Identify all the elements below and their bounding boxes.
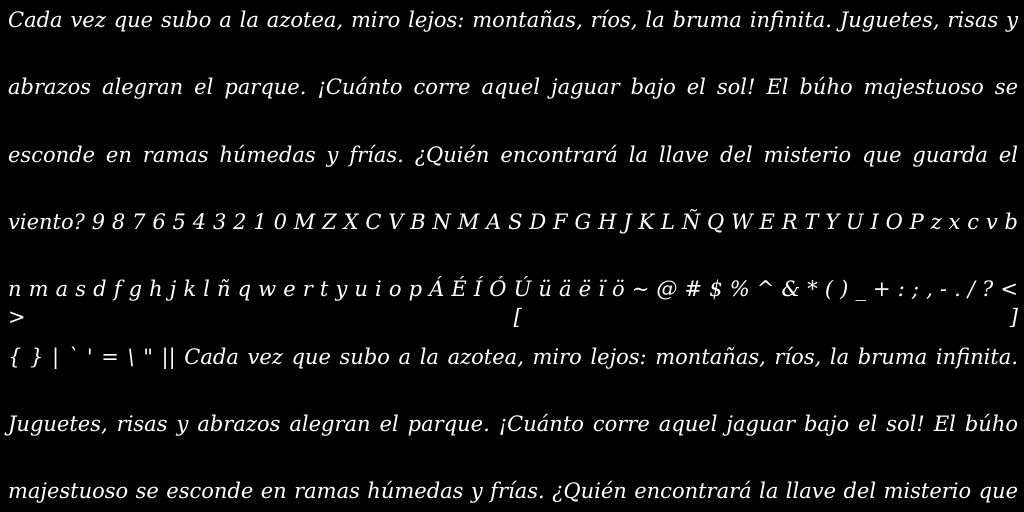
text-line-8: majestuoso se esconde en ramas húmedas y frías. ¿Quién encontrará la llave del misterio que <box>8 479 1018 503</box>
text-line-7: Juguetes, risas y abrazos alegran el parque. ¡Cuánto corre aquel jaguar bajo el sol! El búho <box>8 412 1018 436</box>
text-line-5: n m a s d f g h j k l ñ q w e r t y u i o p Á É Í Ó Ú ü ä ë ï ö ~ @ # $ % ^ & * ( ) _ + : ; , - . / ? < > [ ] <box>8 277 1018 329</box>
text-line-3: esconde en ramas húmedas y frías. ¿Quién encontrará la llave del misterio que guarda el <box>8 143 1018 167</box>
text-line-1: Cada vez que subo a la azotea, miro lejos: montañas, ríos, la bruma infinita. Juguetes, risas y <box>8 8 1018 32</box>
text-line-4: viento? 9 8 7 6 5 4 3 2 1 0 M Z X C V B N M A S D F G H J K L Ñ Q W E R T Y U I O P z x c v b <box>8 210 1018 234</box>
text-line-2: abrazos alegran el parque. ¡Cuánto corre aquel jaguar bajo el sol! El búho majestuoso se <box>8 75 1018 99</box>
text-line-6: { } | ` ' = \ " || Cada vez que subo a la azotea, miro lejos: montañas, ríos, la bruma infinita. <box>8 345 1018 369</box>
